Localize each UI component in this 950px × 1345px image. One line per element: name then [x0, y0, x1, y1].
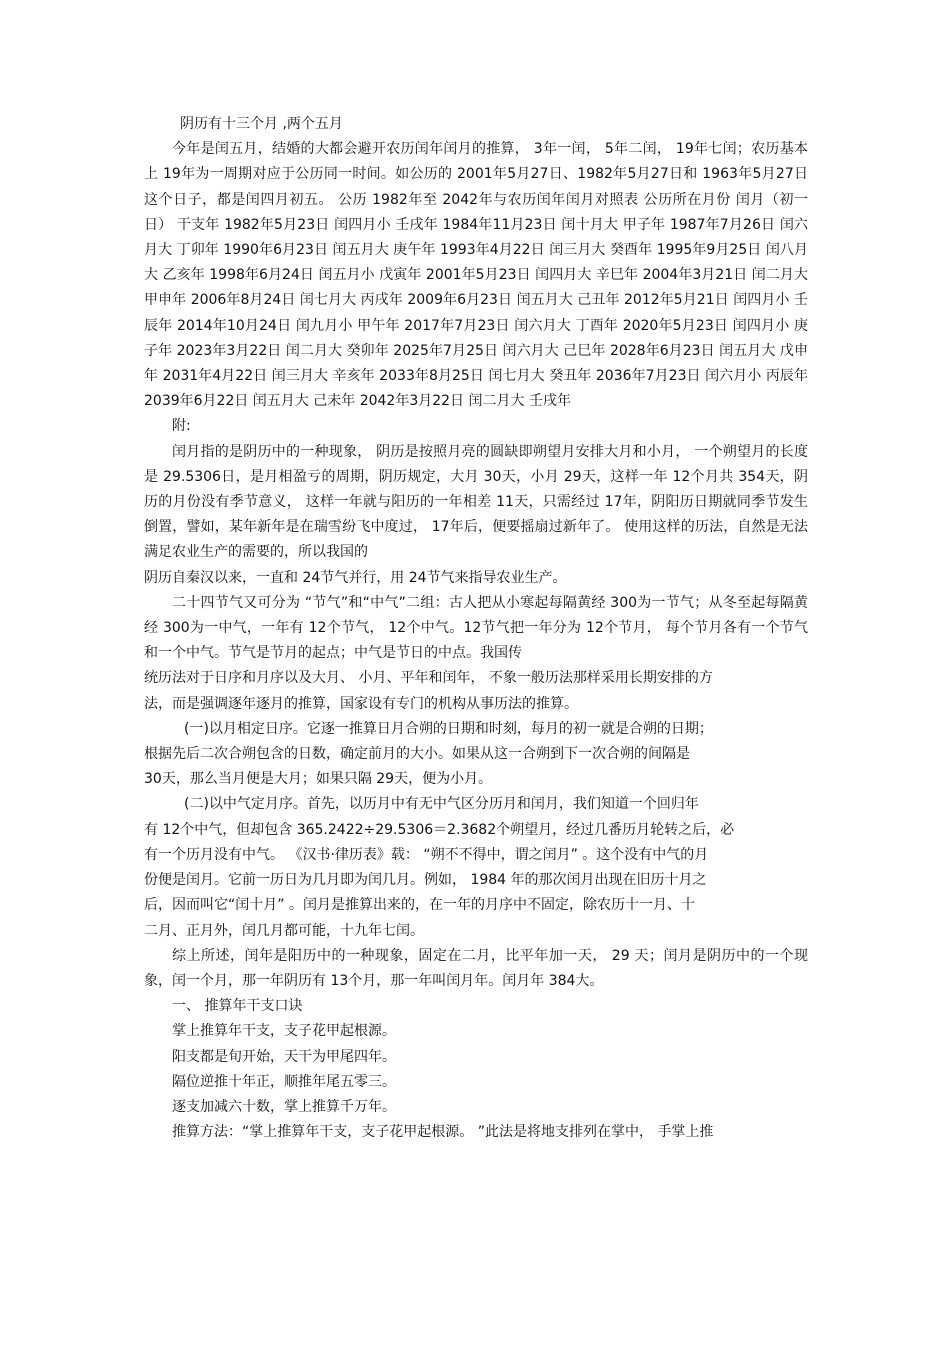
document-title: 阴历有十三个月 ,两个五月	[180, 116, 343, 132]
verse-line-4: 逐支加减六十数，掌上推算千万年。	[172, 1098, 396, 1115]
paragraph-solar-terms-line3: 法，而是强调逐年逐月的推算，国家设有专门的机构从事历法的推算。	[144, 695, 578, 712]
paragraph-month-order-line2: 有 12个中气，但却包含 365.2422÷29.5306＝2.3682个朔望月，经过几番历月轮转之后，必	[144, 821, 735, 838]
verse-line-1: 掌上推算年干支，支子花甲起根源。	[172, 1023, 396, 1040]
section-heading: 一、 推算年干支口诀	[172, 998, 303, 1015]
paragraph-month-order-line5: 后，因而叫它“闰十月” 。闰月是推算出来的，在一年的月序中不固定，除农历十一月、十	[144, 897, 695, 914]
paragraph-month-order-line3: 有一个历月没有中气。 《汉书·律历表》载： “朔不不得中，谓之闰月” 。这个没有中气的月	[144, 846, 709, 863]
paragraph-leap-month: 闰月指的是阴历中的一种现象， 阴历是按照月亮的圆缺即朔望月安排大月和小月， 一个朔望月的长度是 29.5306日，是月相盈亏的周期，阴历规定，大月 30天，小月 29天，这样一年 12个月共 354天，阴历的月份没有季节意义， 这样一年就与阳历的一年相差 11天，只需经过 17年，阴阳历日期就同季节发生倒置，譬如，某年新年是在瑞雪纷飞中度过， 17年后，便要摇扇过新年了。 使用这样的历法，自然是无法满足农业生产的需要的，所以我国的	[144, 443, 808, 561]
paragraph-leap-month-end: 阴历自秦汉以来，一直和 24节气并行，用 24节气来指导农业生产。	[144, 569, 567, 586]
paragraph-summary: 综上所述，闰年是阳历中的一种现象，固定在二月，比平年加一天， 29 天；闰月是阴历中的一个现象，闰一个月，那一年阴历有 13个月，那一年叫闰月年。闰月年 384大。	[144, 947, 808, 989]
paragraph-intro: 今年是闰五月，结婚的大都会避开农历闰年闰月的推算， 3年一闰， 5年二闰， 19年七闰；农历基本上 19年为一周期对应于公历同一时间。如公历的 2001年5月27日、1982年5月27日和 1963年5月27日这个日子，都是闰四月初五。 公历 1982年至 2042年与农历闰年闰月对照表 公历所在月份 闰月（初一日） 干支年 1982年5月23日 闰四月小 壬戌年 1984年11月23日 闰十月大 甲子年 1987年7月26日 闰六月大 丁卯年 1990年6月23日 闰五月大 庚午年 1993年4月22日 闰三月大 癸酉年 1995年9月25日 闰八月大 乙亥年 1998年6月24日 闰五月小 戊寅年 2001年5月23日 闰四月大 辛巳年 2004年3月21日 闰二月大 甲申年 2006年8月24日 闰七月大 丙戌年 2009年6月23日 闰五月大 己丑年 2012年5月21日 闰四月小 壬辰年 2014年10月24日 闰九月小 甲午年 2017年7月23日 闰六月大 丁酉年 2020年5月23日 闰四月小 庚子年 2023年3月22日 闰二月大 癸卯年 2025年7月25日 闰六月大 己巳年 2028年6月23日 闰五月大 戊申年 2031年4月22日 闰三月大 辛亥年 2033年8月25日 闰七月大 癸丑年 2036年7月23日 闰六月小 丙辰年 2039年6月22日 闰五月大 己未年 2042年3月22日 闰二月大 壬戌年	[144, 141, 808, 410]
document-page	[144, 112, 808, 1145]
paragraph-day-order-line3: 30天，那么当月便是大月；如果只隔 29天，便为小月。	[144, 771, 493, 788]
verse-line-2: 阳支都是旬开始，天干为甲尾四年。	[172, 1048, 396, 1065]
method-paragraph: 推算方法：“掌上推算年干支，支子花甲起根源。 ”此法是将地支排列在掌中， 手掌上推	[172, 1124, 714, 1141]
paragraph-day-order-line1: (一)以月相定日序。它逐一推算日月合朔的日期和时刻，每月的初一就是合朔的日期；	[184, 720, 713, 737]
paragraph-day-order-line2: 根据先后二次合朔包含的日数，确定前月的大小。如果从这一合朔到下一次合朔的间隔是	[144, 746, 690, 763]
paragraph-month-order-line6: 二月、正月外，闰几月都可能，十九年七闰。	[144, 922, 424, 939]
paragraph-solar-terms: 二十四节气又可分为 “节气”和“中气”二组：古人把从小寒起每隔黄经 300为一节气；从冬至起每隔黄经 300为一中气，一年有 12个节气， 12个中气。12节气把一年分为 12个节月， 每个节月各有一个节气和一个中气。节气是节月的起点；中气是节日的中点。我国传	[144, 594, 808, 662]
paragraph-month-order-line4: 份便是闰月。它前一历日为几月即为闰几月。例如， 1984 年的那次闰月出现在旧历十月之	[144, 872, 707, 889]
paragraph-month-order-line1: (二)以中气定月序。首先，以历月中有无中气区分历月和闰月，我们知道一个回归年	[184, 796, 699, 813]
paragraph-solar-terms-line2: 统历法对于日序和月序以及大月、 小月、平年和闰年， 不象一般历法那样采用长期安排的方	[144, 670, 713, 687]
verse-line-3: 隔位逆推十年正，顺推年尾五零三。	[172, 1073, 396, 1090]
appendix-label: 附:	[172, 418, 191, 435]
